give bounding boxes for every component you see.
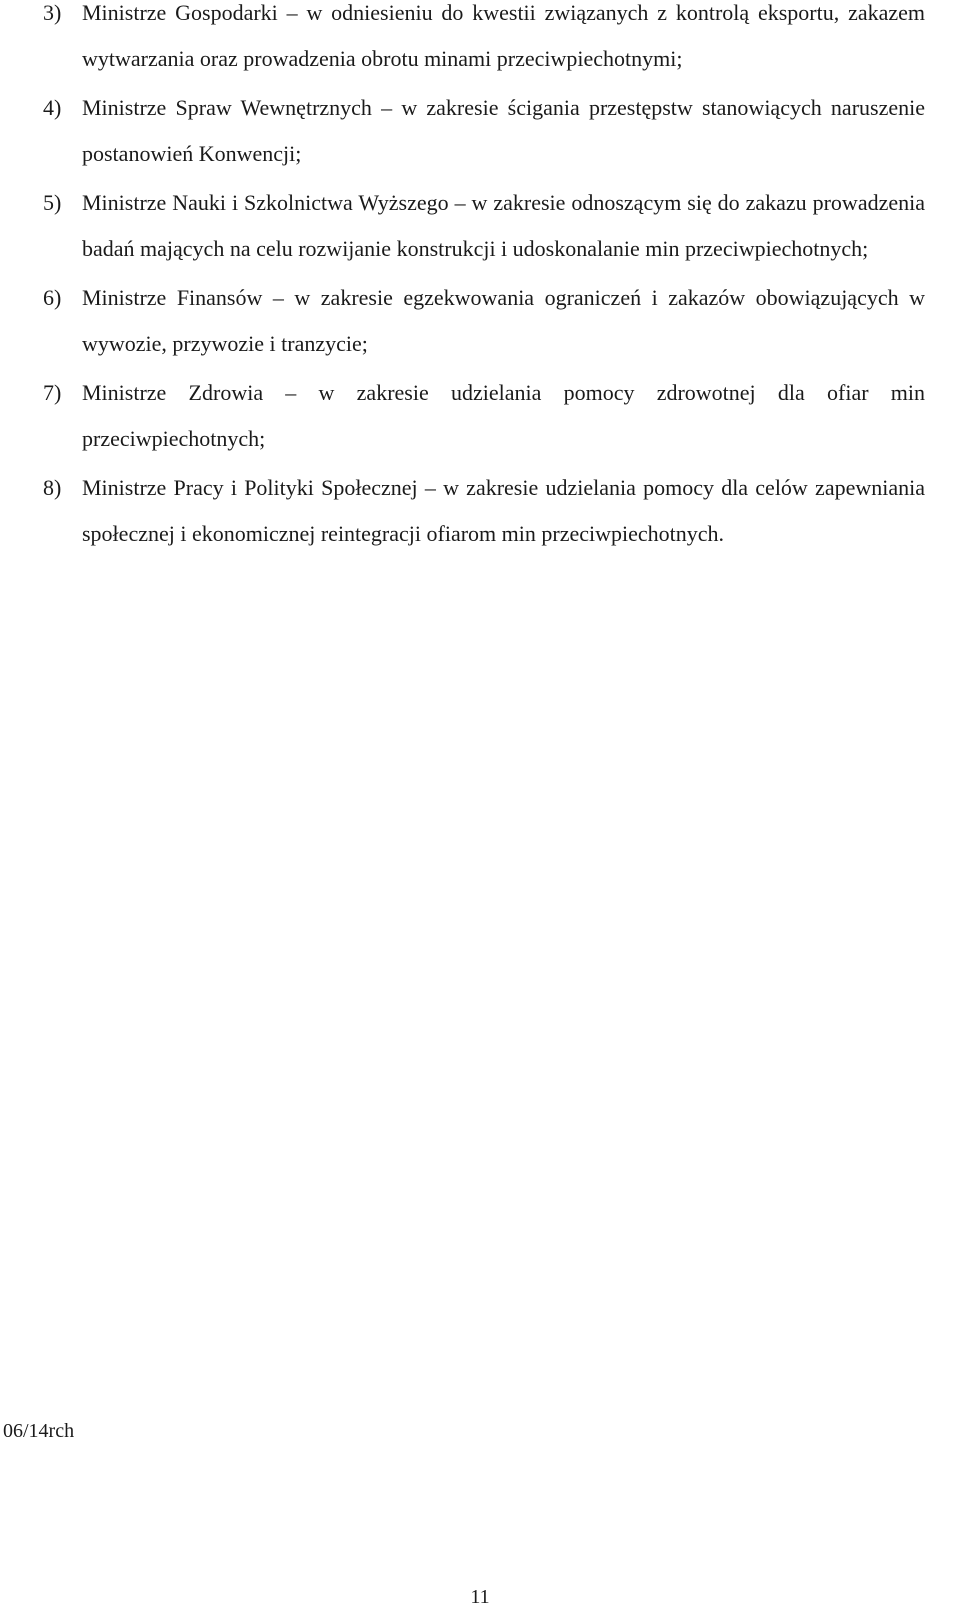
list-item-number: 6) [43,285,62,310]
document-body [0,0,960,557]
list-item-number: 7) [43,380,62,405]
list-item-text: Ministrze Spraw Wewnętrznych – w zakresie ścigania przestępstw stanowiących naruszenie postanowień Konwencji; [82,95,925,166]
list-item-number: 4) [43,95,62,120]
page-number: 11 [470,1586,490,1608]
list-item [0,370,925,462]
list-item-text: Ministrze Finansów – w zakresie egzekwowania ograniczeń i zakazów obowiązujących w wywozie, przywozie i tranzycie; [82,285,925,356]
list-item [0,275,925,367]
list-item [0,0,925,82]
list-item-text: Ministrze Zdrowia – w zakresie udzielania pomocy zdrowotnej dla ofiar min przeciwpiechotnych; [82,380,925,451]
document-code: 06/14rch [3,1420,75,1442]
list-item-number: 5) [43,190,62,215]
list-item-number: 3) [43,0,62,25]
list-item [0,465,925,557]
list-item [0,85,925,177]
list-item-text: Ministrze Gospodarki – w odniesieniu do kwestii związanych z kontrolą eksportu, zakazem wytwarzania oraz prowadzenia obrotu minami przeciwpiechotnymi; [82,0,925,71]
list-item [0,180,925,272]
list-item-number: 8) [43,475,62,500]
list-item-text: Ministrze Nauki i Szkolnictwa Wyższego – w zakresie odnoszącym się do zakazu prowadzenia badań mających na celu rozwijanie konstrukcji i udoskonalanie min przeciwpiechotnych; [82,190,925,261]
list-item-text: Ministrze Pracy i Polityki Społecznej – w zakresie udzielania pomocy dla celów zapewniania społecznej i ekonomicznej reintegracji ofiarom min przeciwpiechotnych. [82,475,925,546]
